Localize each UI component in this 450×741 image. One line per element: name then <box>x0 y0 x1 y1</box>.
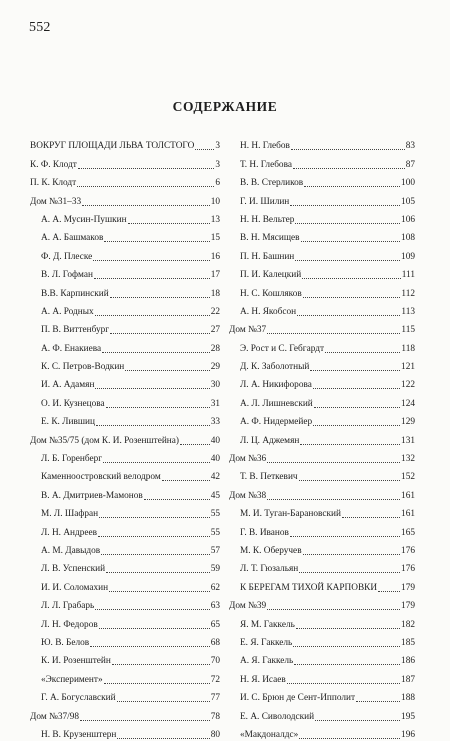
toc-entry-page: 182 <box>401 619 415 630</box>
toc-entry <box>30 428 220 446</box>
toc-entry-label: Г. А. Богуславский <box>41 693 116 704</box>
toc-entry <box>229 723 415 741</box>
toc-entry-label: Г. В. Иванов <box>240 527 289 538</box>
toc-entry-page: 161 <box>401 509 415 520</box>
toc-entry-label: Н. В. Крузенштерн <box>41 729 117 740</box>
toc-entry <box>30 263 220 281</box>
toc-entry <box>229 649 415 667</box>
dot-leader <box>96 424 210 426</box>
toc-entry-label: Г. И. Шилин <box>240 196 290 207</box>
toc-entry-page: 100 <box>401 178 415 189</box>
dot-leader <box>180 443 210 445</box>
toc-entry-label: «Эксперимент» <box>41 674 103 685</box>
toc-entry <box>30 502 220 520</box>
dot-leader <box>102 351 210 353</box>
toc-entry-page: 63 <box>210 601 220 612</box>
page-number: 552 <box>29 20 51 35</box>
toc-entry-page: 10 <box>210 196 220 207</box>
toc-entry-page: 113 <box>401 306 415 317</box>
dot-leader <box>299 571 400 573</box>
toc-entry-page: 55 <box>210 509 220 520</box>
dot-leader <box>93 259 209 261</box>
toc-entry-page: 68 <box>210 637 220 648</box>
toc-entry <box>30 134 220 152</box>
toc-entry-label: П. Н. Башнин <box>240 251 295 262</box>
toc-entry <box>229 520 415 538</box>
toc-entry-page: 22 <box>210 306 220 317</box>
toc-entry-page: 13 <box>210 214 220 225</box>
toc-entry <box>229 704 415 722</box>
dot-leader <box>104 240 209 242</box>
toc-entry-label: А. Н. Якобсон <box>240 306 297 317</box>
dot-leader <box>314 406 400 408</box>
dot-leader <box>98 535 210 537</box>
dot-leader <box>293 645 400 647</box>
toc-entry-label: К. И. Розенштейн <box>41 656 111 667</box>
dot-leader <box>297 314 400 316</box>
dot-leader <box>144 498 210 500</box>
toc-entry-label: ВОКРУГ ПЛОЩАДИ ЛЬВА ТОЛСТОГО <box>30 141 195 152</box>
toc-entry-label: Н. Я. Исаев <box>240 674 286 685</box>
toc-entry <box>30 300 220 318</box>
dot-leader <box>106 571 210 573</box>
toc-entry-label: В. В. Стерликов <box>240 178 304 189</box>
toc-entry-label: К БЕРЕГАМ ТИХОЙ КАРПОВКИ <box>240 582 378 593</box>
toc-entry-page: 62 <box>210 582 220 593</box>
dot-leader <box>103 461 210 463</box>
dot-leader <box>295 259 400 261</box>
toc-entry-page: 112 <box>401 288 415 299</box>
toc-entry-page: 70 <box>210 656 220 667</box>
toc-entry <box>229 483 415 501</box>
toc-entry-label: Е. Я. Гаккель <box>240 637 293 648</box>
toc-entry-label: Я. М. Гаккель <box>240 619 295 630</box>
toc-entry <box>30 723 220 741</box>
dot-leader <box>112 663 210 665</box>
toc-entry-label: Дом №37 <box>229 325 267 336</box>
dot-leader <box>303 553 400 555</box>
toc-entry-label: А. А. Родных <box>41 306 94 317</box>
toc-entry <box>30 483 220 501</box>
toc-entry-label: М. И. Туган-Барановский <box>240 509 341 520</box>
dot-leader <box>267 608 400 610</box>
dot-leader <box>95 387 209 389</box>
toc-entry-label: К. С. Петров-Водкин <box>41 362 125 373</box>
dot-leader <box>117 737 209 739</box>
toc-entry <box>30 336 220 354</box>
dot-leader <box>291 148 405 150</box>
toc-entry-page: 17 <box>210 270 220 281</box>
toc-entry-label: А. Ф. Нидермейер <box>240 417 313 428</box>
toc-entry-label: П. И. Калецкий <box>240 270 302 281</box>
toc-entry-label: И. А. Адамян <box>41 380 95 391</box>
toc-entry <box>30 447 220 465</box>
toc-entry-label: И. С. Брюн де Сент-Ипполит <box>240 693 356 704</box>
toc-entry-label: П. К. Клодт <box>30 178 77 189</box>
toc-entry-label: Л. Н. Федоров <box>41 619 98 630</box>
dot-leader <box>313 387 400 389</box>
toc-entry-page: 188 <box>401 693 415 704</box>
toc-entry <box>229 391 415 409</box>
dot-leader <box>342 516 400 518</box>
toc-entry-page: 124 <box>401 398 415 409</box>
toc-entry <box>229 594 415 612</box>
toc-entry-page: 105 <box>401 196 415 207</box>
toc-entry <box>30 189 220 207</box>
toc-entry-label: Л. Л. Грабарь <box>41 601 95 612</box>
toc-entry-page: 186 <box>401 656 415 667</box>
toc-entry-page: 111 <box>401 270 415 281</box>
toc-entry-page: 31 <box>210 398 220 409</box>
toc-entry-label: Л. Т. Гюзальян <box>240 564 299 575</box>
dot-leader <box>99 516 210 518</box>
toc-entry <box>229 263 415 281</box>
toc-entry <box>30 244 220 262</box>
toc-entry-page: 18 <box>210 288 220 299</box>
toc-entry <box>30 520 220 538</box>
toc-left-column <box>30 134 220 741</box>
toc-entry-page: 3 <box>215 141 220 152</box>
toc-entry-label: Л. В. Успенский <box>41 564 106 575</box>
toc-entry <box>229 410 415 428</box>
toc-entry-page: 15 <box>210 233 220 244</box>
toc-entry <box>30 557 220 575</box>
toc-entry-page: 28 <box>210 343 220 354</box>
toc-entry-label: А. Л. Лишневский <box>240 398 313 409</box>
toc-entry-label: В. А. Дмитриев-Мамонов <box>41 490 143 501</box>
toc-entry-page: 118 <box>401 343 415 354</box>
toc-entry <box>30 208 220 226</box>
toc-entry-page: 187 <box>401 674 415 685</box>
toc-entry <box>229 336 415 354</box>
toc-entry <box>229 244 415 262</box>
dot-leader <box>109 590 210 592</box>
page-title: СОДЕРЖАНИЕ <box>172 99 278 114</box>
dot-leader <box>99 627 210 629</box>
toc-entry-page: 57 <box>210 545 220 556</box>
toc-entry-page: 87 <box>405 159 415 170</box>
toc-entry <box>30 575 220 593</box>
toc-entry-page: 179 <box>401 601 415 612</box>
toc-entry-label: И. И. Соломахин <box>41 582 109 593</box>
toc-entry-page: 122 <box>401 380 415 391</box>
toc-entry-page: 108 <box>401 233 415 244</box>
dot-leader <box>95 314 210 316</box>
toc-entry <box>229 447 415 465</box>
dot-leader <box>90 645 210 647</box>
toc-entry-page: 59 <box>210 564 220 575</box>
toc-entry <box>229 373 415 391</box>
dot-leader <box>82 204 210 206</box>
toc-entry-page: 33 <box>210 417 220 428</box>
dot-leader <box>310 369 400 371</box>
toc-entry <box>30 686 220 704</box>
toc-entry <box>229 134 415 152</box>
dot-leader <box>302 277 401 279</box>
toc-entry <box>30 281 220 299</box>
dot-leader <box>304 185 400 187</box>
dot-leader <box>95 608 209 610</box>
toc-entry <box>30 171 220 189</box>
toc-entry-page: 45 <box>210 490 220 501</box>
toc-entry-label: Дом №35/75 (дом К. И. Розенштейна) <box>30 435 179 446</box>
toc-entry <box>229 300 415 318</box>
toc-entry-label: Дом №39 <box>229 601 267 612</box>
toc-entry-page: 176 <box>401 545 415 556</box>
dot-leader <box>162 479 210 481</box>
toc-entry-page: 109 <box>401 251 415 262</box>
toc-entry-page: 27 <box>210 325 220 336</box>
toc-entry <box>229 281 415 299</box>
toc-entry-label: О. И. Кузнецова <box>41 398 105 409</box>
dot-leader <box>267 498 400 500</box>
dot-leader <box>299 737 400 739</box>
dot-leader <box>106 406 210 408</box>
dot-leader <box>293 167 405 169</box>
toc-entry-page: 6 <box>215 178 220 189</box>
toc-entry-label: Каменноостровский велодром <box>41 472 161 483</box>
toc-entry <box>30 410 220 428</box>
toc-entry-page: 195 <box>401 711 415 722</box>
dot-leader <box>267 332 400 334</box>
toc-entry <box>229 171 415 189</box>
dot-leader <box>313 424 400 426</box>
toc-entry <box>30 667 220 685</box>
toc-entry <box>229 226 415 244</box>
toc-entry-label: А. Я. Гаккель <box>240 656 294 667</box>
toc-entry-page: 78 <box>210 711 220 722</box>
toc-entry-label: Л. Ц. Аджемян <box>240 435 300 446</box>
toc-entry-label: В. Н. Мясищев <box>240 233 300 244</box>
toc-entry <box>229 557 415 575</box>
toc-entry-page: 65 <box>210 619 220 630</box>
toc-right-column <box>229 134 415 741</box>
dot-leader <box>299 479 400 481</box>
toc-entry <box>229 575 415 593</box>
toc-entry-label: В.В. Карпинский <box>41 288 109 299</box>
toc-entry-label: Дом №36 <box>229 454 267 465</box>
dot-leader <box>80 719 210 721</box>
toc-entry <box>30 373 220 391</box>
dot-leader <box>117 700 210 702</box>
toc-entry <box>30 594 220 612</box>
toc-entry-label: К. Ф. Клодт <box>30 159 77 170</box>
toc-entry <box>30 631 220 649</box>
toc-entry <box>30 152 220 170</box>
toc-entry-label: Е. А. Сиволодский <box>240 711 315 722</box>
toc-entry-page: 40 <box>210 454 220 465</box>
toc-entry-label: Н. С. Кошляков <box>240 288 302 299</box>
dot-leader <box>128 222 210 224</box>
dot-leader <box>295 222 400 224</box>
dot-leader <box>356 700 400 702</box>
toc-entry-page: 83 <box>405 141 415 152</box>
dot-leader <box>287 682 400 684</box>
toc-entry <box>229 318 415 336</box>
toc-entry <box>229 539 415 557</box>
toc-entry-page: 131 <box>401 435 415 446</box>
toc-entry-label: А. А. Мусин-Пушкин <box>41 214 127 225</box>
toc-entry-label: Н. Н. Вельтер <box>240 214 295 225</box>
toc-entry <box>30 391 220 409</box>
dot-leader <box>110 296 210 298</box>
toc-entry-page: 40 <box>210 435 220 446</box>
toc-entry-label: Л. Б. Горенберг <box>41 454 103 465</box>
toc-entry-page: 196 <box>401 729 415 740</box>
dot-leader <box>110 332 210 334</box>
toc-entry-page: 77 <box>210 693 220 704</box>
dot-leader <box>267 461 400 463</box>
toc-entry-page: 29 <box>210 362 220 373</box>
toc-entry-label: А. Ф. Енакиева <box>41 343 102 354</box>
toc-entry <box>30 612 220 630</box>
toc-entry-label: А. А. Башмаков <box>41 233 104 244</box>
dot-leader <box>104 682 210 684</box>
toc-entry-page: 129 <box>401 417 415 428</box>
toc-entry-label: Ф. Д. Плеске <box>41 251 93 262</box>
toc-entry-page: 165 <box>401 527 415 538</box>
dot-leader <box>290 535 400 537</box>
dot-leader <box>78 167 214 169</box>
toc-entry-label: Н. Н. Глебов <box>240 141 290 152</box>
dot-leader <box>378 590 400 592</box>
toc-entry-page: 121 <box>401 362 415 373</box>
toc-entry <box>30 355 220 373</box>
toc-entry-page: 3 <box>215 159 220 170</box>
toc-entry-page: 132 <box>401 454 415 465</box>
toc-entry <box>229 189 415 207</box>
dot-leader <box>296 627 400 629</box>
toc-entry <box>229 612 415 630</box>
toc-entry-page: 106 <box>401 214 415 225</box>
toc-entry <box>30 704 220 722</box>
dot-leader <box>315 719 400 721</box>
toc-entry <box>229 631 415 649</box>
toc-entry <box>30 539 220 557</box>
dot-leader <box>77 185 214 187</box>
dot-leader <box>325 351 400 353</box>
toc-entry-page: 42 <box>210 472 220 483</box>
toc-entry-label: Д. К. Заболотный <box>240 362 310 373</box>
toc-entry-label: М. Л. Шафран <box>41 509 99 520</box>
dot-leader <box>303 296 401 298</box>
toc-entry-label: М. К. Оберучев <box>240 545 302 556</box>
toc-entry <box>229 502 415 520</box>
toc-entry-label: Дом №37/98 <box>30 711 80 722</box>
toc-entry <box>229 208 415 226</box>
toc-entry <box>229 428 415 446</box>
toc-entry-page: 16 <box>210 251 220 262</box>
toc-entry-page: 80 <box>210 729 220 740</box>
toc-entry <box>229 686 415 704</box>
toc-entry-page: 72 <box>210 674 220 685</box>
toc-entry-page: 115 <box>401 325 415 336</box>
toc-entry <box>30 226 220 244</box>
toc-entry <box>229 465 415 483</box>
toc-entry-label: Т. В. Петкевич <box>240 472 298 483</box>
toc-entry-label: Дом №38 <box>229 490 267 501</box>
toc-entry-label: П. В. Виттенбург <box>41 325 110 336</box>
toc-entry <box>30 649 220 667</box>
dot-leader <box>101 553 210 555</box>
toc-entry <box>229 355 415 373</box>
dot-leader <box>294 663 400 665</box>
toc-entry-label: Л. А. Никифорова <box>240 380 312 391</box>
toc-entry-label: А. М. Давыдов <box>41 545 101 556</box>
toc-entry-label: Л. Н. Андреев <box>41 527 98 538</box>
toc-entry <box>229 667 415 685</box>
toc-entry-label: Э. Рост и С. Гебгардт <box>240 343 325 354</box>
toc-entry-label: Ю. В. Белов <box>41 637 90 648</box>
dot-leader <box>290 204 400 206</box>
dot-leader <box>300 443 400 445</box>
toc-entry-page: 185 <box>401 637 415 648</box>
toc-entry <box>229 152 415 170</box>
toc-entry-page: 152 <box>401 472 415 483</box>
dot-leader <box>195 148 214 150</box>
toc-entry-label: Дом №31–33 <box>30 196 82 207</box>
toc-entry-page: 176 <box>401 564 415 575</box>
toc-entry <box>30 318 220 336</box>
toc-entry-page: 179 <box>401 582 415 593</box>
toc-entry-label: Т. Н. Глебова <box>240 159 292 170</box>
dot-leader <box>94 277 210 279</box>
toc-entry-page: 55 <box>210 527 220 538</box>
toc-entry-label: Е. К. Лившиц <box>41 417 95 428</box>
toc-entry-label: «Макдоналдс» <box>240 729 299 740</box>
toc-entry-label: В. Л. Гофман <box>41 270 93 281</box>
dot-leader <box>125 369 209 371</box>
toc-entry-page: 161 <box>401 490 415 501</box>
toc-entry-page: 30 <box>210 380 220 391</box>
dot-leader <box>301 240 401 242</box>
toc-entry <box>30 465 220 483</box>
